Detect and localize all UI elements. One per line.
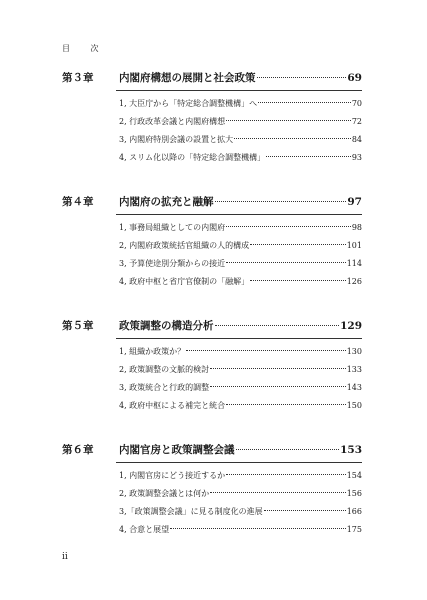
dot-leader — [264, 510, 346, 511]
chapter-entry[interactable] — [62, 318, 362, 338]
section-page-number: 70 — [351, 99, 362, 108]
dot-leader — [210, 368, 346, 369]
section-entry[interactable] — [119, 258, 362, 276]
chapter-title: 内閣官房と政策調整会議 — [119, 444, 235, 456]
section-entry[interactable] — [119, 506, 362, 524]
section-page-number: 166 — [346, 507, 362, 516]
section-entry[interactable] — [119, 222, 362, 240]
dot-leader — [266, 156, 351, 157]
section-page-number: 175 — [346, 525, 362, 534]
chapter-page-number: 153 — [340, 444, 362, 456]
chapter-entry[interactable] — [62, 194, 362, 214]
chapter-title: 内閣府構想の展開と社会政策 — [119, 72, 256, 84]
chapter-rule — [116, 90, 362, 91]
section-page-number: 133 — [346, 365, 362, 374]
section-title: 3, 予算使途別分類からの接近 — [119, 259, 226, 268]
dot-leader — [210, 492, 346, 493]
chapter-title: 内閣府の拡充と融解 — [119, 196, 214, 208]
section-page-number: 101 — [346, 241, 362, 250]
section-title: 3, 政策統合と行政的調整 — [119, 383, 210, 392]
section-title: 2, 行政改革会議と内閣府構想 — [119, 117, 226, 126]
chapter-block — [62, 442, 362, 542]
dot-leader — [226, 404, 346, 405]
section-title: 4, 政府中枢と省庁官僚制の「融解」 — [119, 277, 250, 286]
dot-leader — [215, 201, 347, 202]
chapter-block — [62, 318, 362, 418]
section-title: 4, スリム化以降の「特定総合調整機構」 — [119, 153, 266, 162]
section-entry[interactable] — [119, 470, 362, 488]
section-title: 4, 合意と展望 — [119, 525, 170, 534]
section-entry[interactable] — [119, 98, 362, 116]
section-page-number: 143 — [346, 383, 362, 392]
dot-leader — [236, 449, 340, 450]
section-title: 1, 組織か政策か？ — [119, 347, 186, 356]
section-title: 1, 大臣庁から「特定総合調整機構」へ — [119, 99, 258, 108]
chapter-page-number: 97 — [347, 196, 362, 208]
page-number: ii — [62, 552, 68, 562]
toc-header: 目 次 — [62, 44, 108, 53]
dot-leader — [210, 386, 346, 387]
chapter-number: 第４章 — [62, 196, 94, 208]
chapter-rule — [116, 338, 362, 339]
section-title: 2, 内閣府政策統括官組織の人的構成 — [119, 241, 250, 250]
chapter-entry[interactable] — [62, 70, 362, 90]
section-entry[interactable] — [119, 276, 362, 294]
dot-leader — [170, 528, 346, 529]
dot-leader — [234, 138, 351, 139]
dot-leader — [250, 280, 346, 281]
section-entry[interactable] — [119, 116, 362, 134]
section-title: 4, 政府中枢による補完と統合 — [119, 401, 226, 410]
dot-leader — [226, 474, 346, 475]
section-entry[interactable] — [119, 152, 362, 170]
section-title: 1, 内閣官房にどう接近するか — [119, 471, 226, 480]
dot-leader — [257, 77, 347, 78]
section-page-number: 84 — [351, 135, 362, 144]
dot-leader — [226, 262, 346, 263]
chapter-page-number: 129 — [340, 320, 362, 332]
dot-leader — [226, 226, 351, 227]
section-entry[interactable] — [119, 346, 362, 364]
section-entry[interactable] — [119, 400, 362, 418]
section-title: 3,「政策調整会議」に見る制度化の進展 — [119, 507, 263, 516]
dot-leader — [186, 350, 346, 351]
dot-leader — [226, 120, 351, 121]
chapter-number: 第５章 — [62, 320, 94, 332]
section-page-number: 93 — [351, 153, 362, 162]
section-title: 2, 政策調整の文脈的検討 — [119, 365, 210, 374]
section-page-number: 130 — [346, 347, 362, 356]
section-title: 2, 政策調整会議とは何か — [119, 489, 210, 498]
dot-leader — [250, 244, 346, 245]
chapter-entry[interactable] — [62, 442, 362, 462]
section-entry[interactable] — [119, 134, 362, 152]
section-page-number: 126 — [346, 277, 362, 286]
dot-leader — [258, 102, 351, 103]
section-page-number: 150 — [346, 401, 362, 410]
chapter-block — [62, 70, 362, 170]
chapter-number: 第３章 — [62, 72, 94, 84]
chapter-number: 第６章 — [62, 444, 94, 456]
chapter-rule — [116, 214, 362, 215]
section-entry[interactable] — [119, 364, 362, 382]
section-page-number: 114 — [346, 259, 362, 268]
section-page-number: 98 — [351, 223, 362, 232]
section-entry[interactable] — [119, 524, 362, 542]
section-page-number: 156 — [346, 489, 362, 498]
chapter-page-number: 69 — [347, 72, 362, 84]
chapter-rule — [116, 462, 362, 463]
table-of-contents — [62, 70, 362, 566]
section-entry[interactable] — [119, 382, 362, 400]
section-page-number: 72 — [351, 117, 362, 126]
section-title: 3, 内閣府特別会議の設置と拡大 — [119, 135, 234, 144]
section-entry[interactable] — [119, 488, 362, 506]
section-title: 1, 事務局組織としての内閣府 — [119, 223, 226, 232]
chapter-title: 政策調整の構造分析 — [119, 320, 214, 332]
chapter-block — [62, 194, 362, 294]
section-entry[interactable] — [119, 240, 362, 258]
section-page-number: 154 — [346, 471, 362, 480]
dot-leader — [215, 325, 340, 326]
